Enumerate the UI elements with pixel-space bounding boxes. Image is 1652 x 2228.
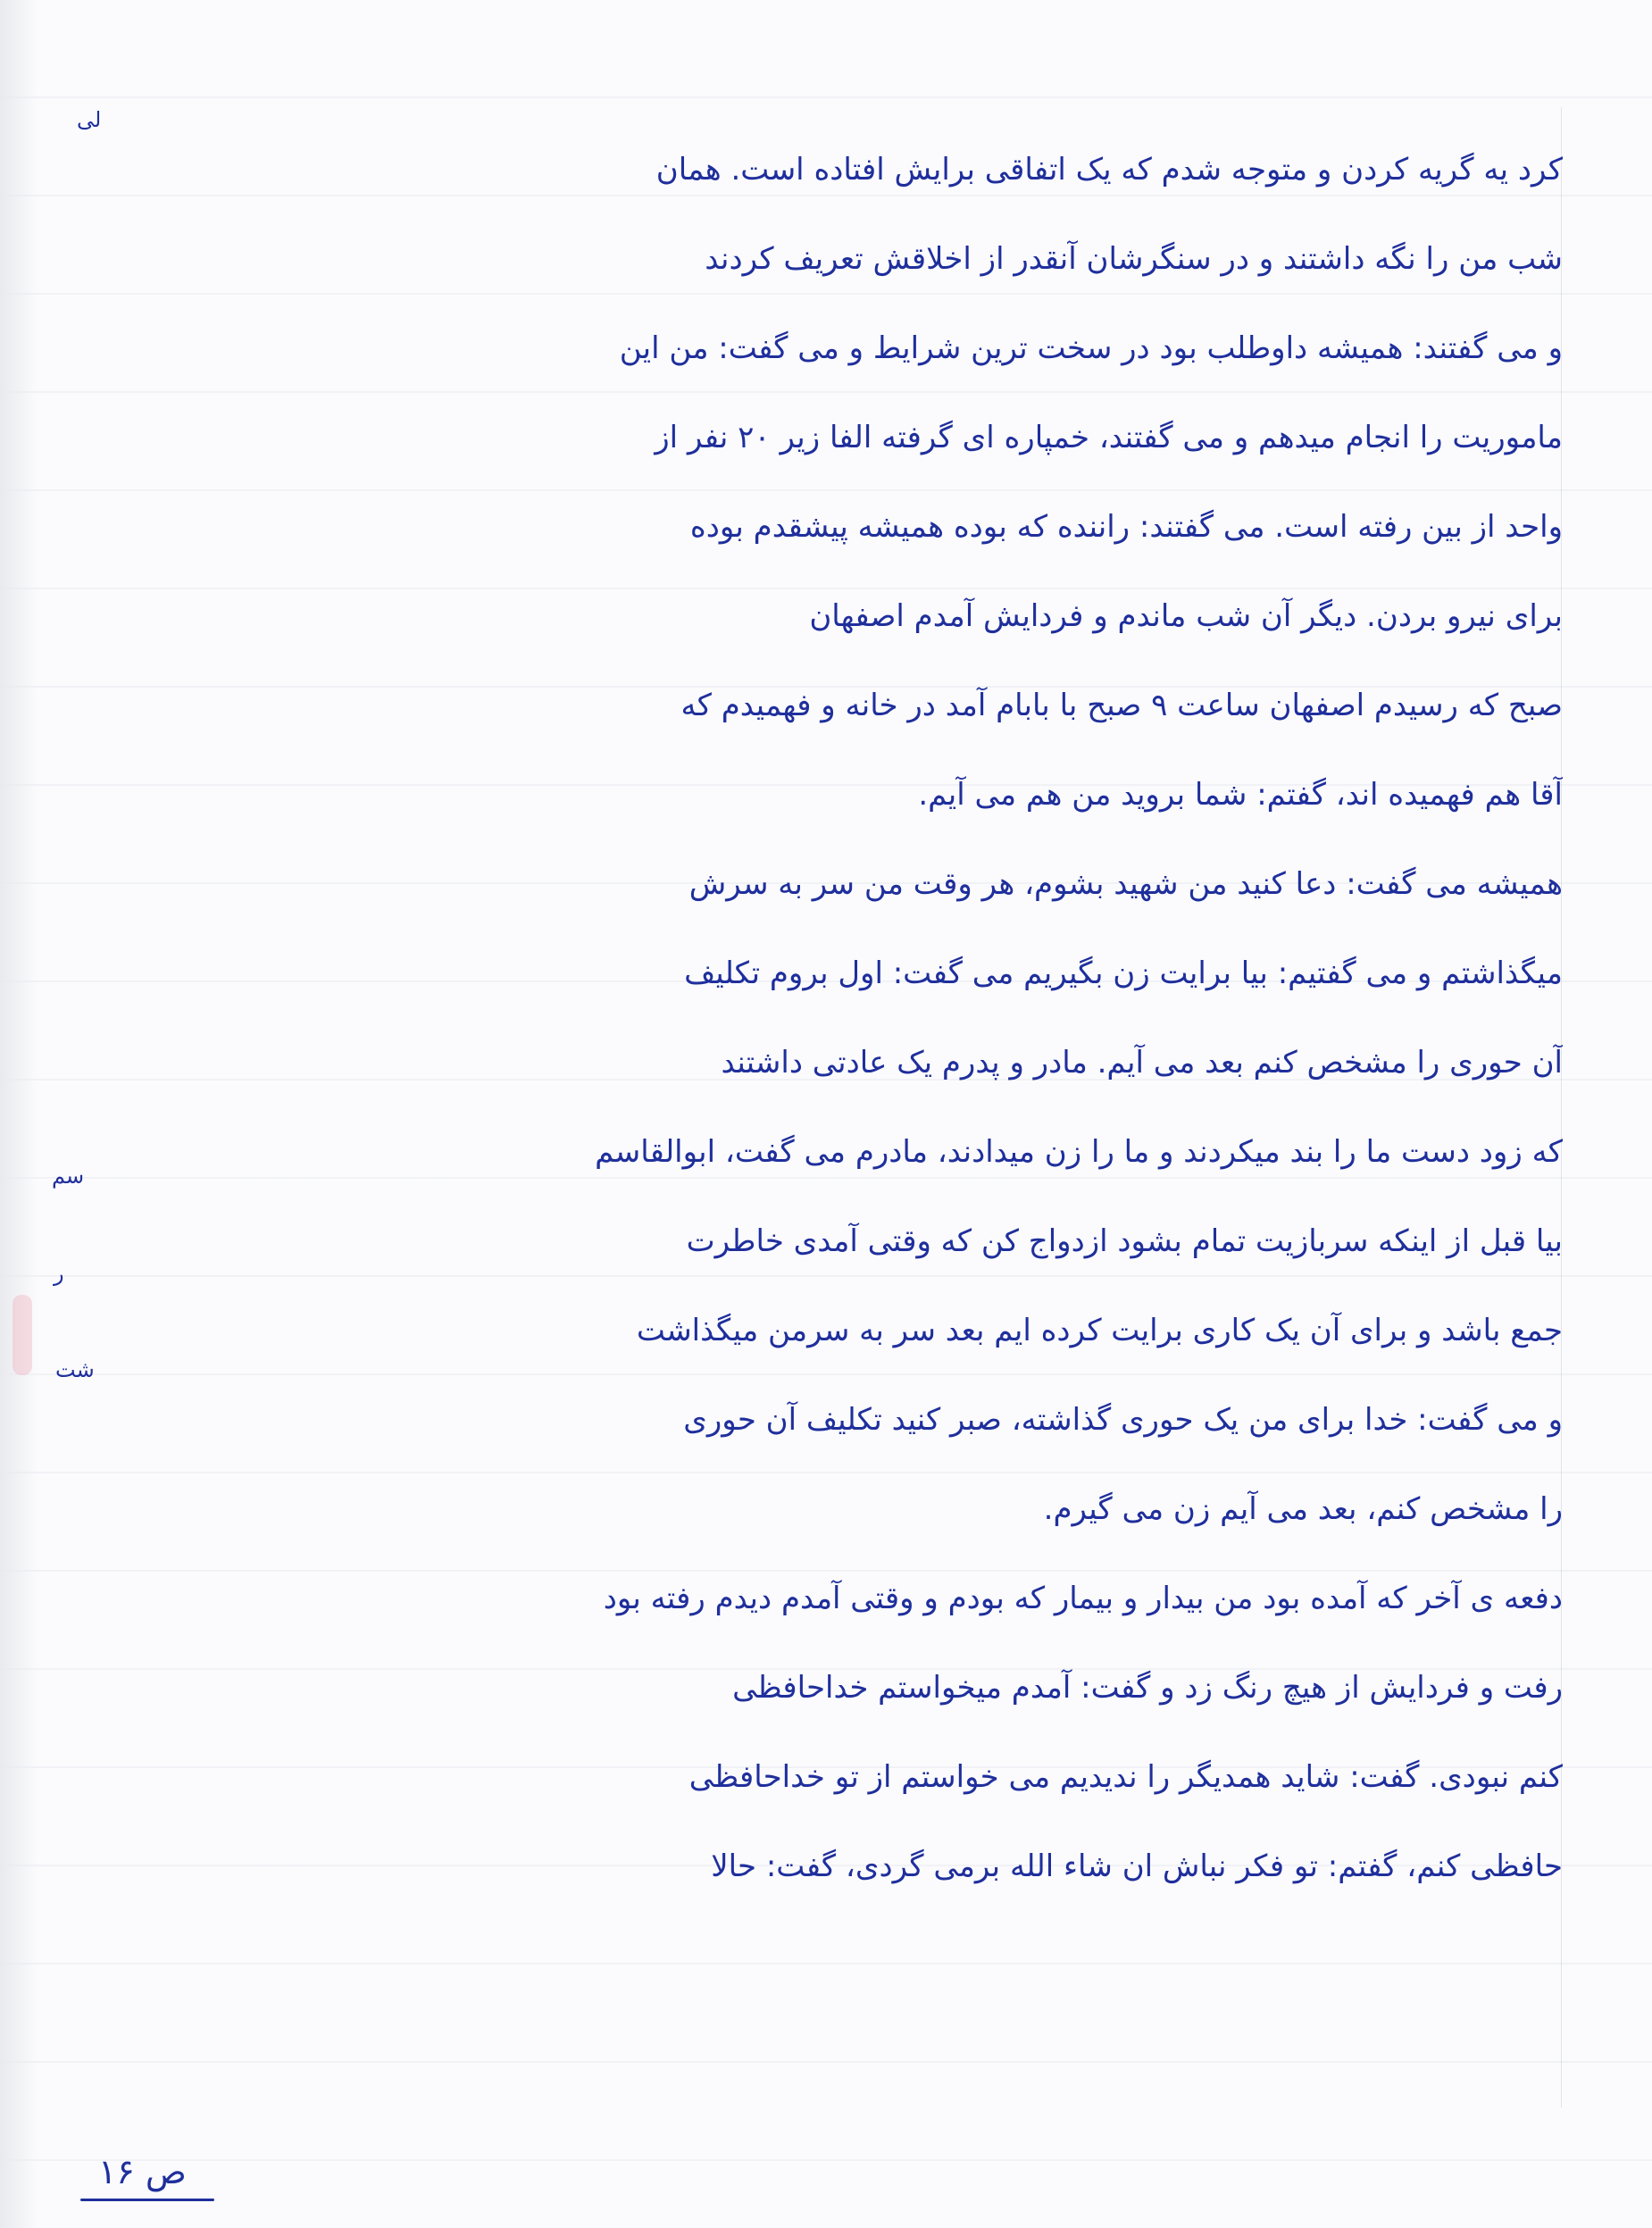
page-number-underline [80, 2199, 214, 2201]
scan-shadow [0, 0, 38, 2228]
text-line: که زود دست ما را بند میکردند و ما را زن میدادند، مادرم می گفت، ابوالقاسم [595, 1134, 1563, 1170]
text-line: آقا هم فهمیده اند، گفتم: شما بروید من هم می آیم. [918, 777, 1563, 813]
text-line: جمع باشد و برای آن یک کاری برایت کرده ایم بعد سر به سرمن میگذاشت [636, 1313, 1563, 1348]
text-line: و می گفت: خدا برای من یک حوری گذاشته، صبر کنید تکلیف آن حوری [683, 1402, 1563, 1438]
text-line: دفعه ی آخر که آمده بود من بیدار و بیمار که بودم و وقتی آمدم دیدم رفته بود [603, 1581, 1563, 1616]
text-line: رفت و فردایش از هیچ رنگ زد و گفت: آمدم میخواستم خداحافظی [732, 1670, 1563, 1706]
line-annotation: سم [52, 1164, 85, 1189]
page-number: ص ۱۶ [98, 2152, 187, 2191]
text-line: کرد یه گریه کردن و متوجه شدم که یک اتفاقی برایش افتاده است. همان [655, 152, 1563, 188]
text-line: همیشه می گفت: دعا کنید من شهید بشوم، هر وقت من سر به سرش [688, 866, 1563, 902]
text-line: حافظی کنم، گفتم: تو فکر نباش ان شاء الله برمی گردی، گفت: حالا [711, 1848, 1563, 1884]
text-line: ماموریت را انجام میدهم و می گفتند، خمپاره ای گرفته الفا زیر ۲۰ نفر از [655, 420, 1563, 455]
line-annotation: لی [77, 107, 102, 132]
text-line: واحد از بین رفته است. می گفتند: راننده که بوده همیشه پیشقدم بوده [689, 509, 1563, 545]
text-line: برای نیرو بردن. دیگر آن شب ماندم و فردایش آمدم اصفهان [809, 598, 1563, 634]
text-line: کنم نبودی. گفت: شاید همدیگر را ندیدیم می خواستم از تو خداحافظی [688, 1759, 1563, 1795]
text-line: آن حوری را مشخص کنم بعد می آیم. مادر و پدرم یک عادتی داشتند [721, 1045, 1563, 1081]
text-line: صبح که رسیدم اصفهان ساعت ۹ صبح با بابام آمد در خانه و فهمیدم که [680, 688, 1563, 723]
line-annotation: شت [55, 1357, 95, 1382]
text-line: را مشخص کنم، بعد می آیم زن می گیرم. [1043, 1491, 1563, 1527]
pink-ink-mark [13, 1295, 32, 1375]
line-annotation: ر [54, 1261, 64, 1286]
text-line: و می گفتند: همیشه داوطلب بود در سخت ترین شرایط و می گفت: من این [619, 330, 1563, 366]
text-line: شب من را نگه داشتند و در سنگرشان آنقدر از اخلاقش تعریف کردند [705, 241, 1563, 277]
text-line: میگذاشتم و می گفتیم: بیا برایت زن بگیریم می گفت: اول بروم تکلیف [684, 955, 1563, 991]
text-line: بیا قبل از اینکه سربازیت تمام بشود ازدواج کن که وقتی آمدی خاطرت [686, 1223, 1563, 1259]
handwritten-text [63, 125, 1563, 1911]
